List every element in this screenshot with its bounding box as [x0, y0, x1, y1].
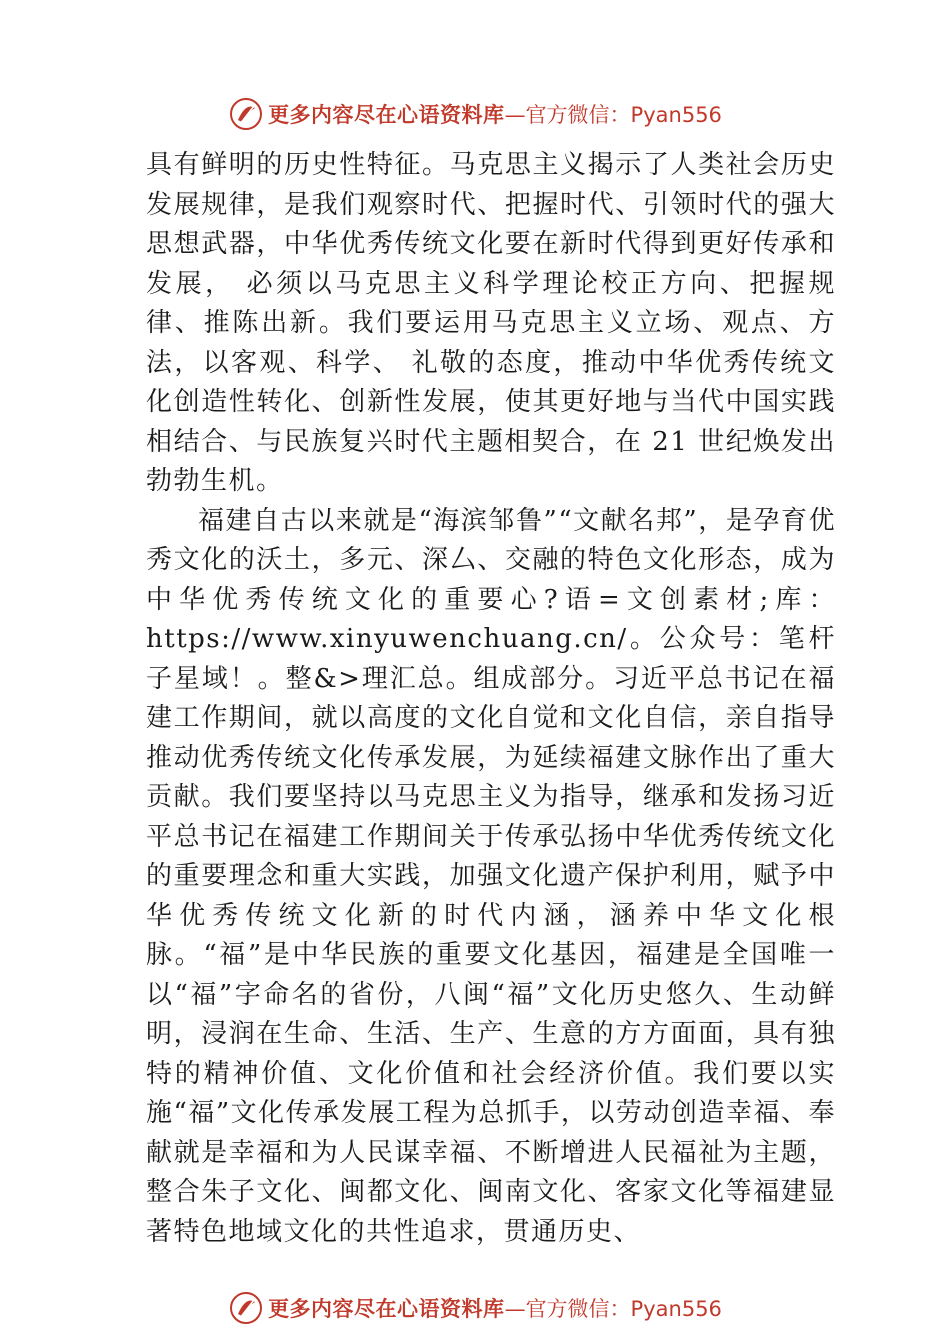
logo-icon [228, 96, 264, 132]
logo-icon [228, 1290, 264, 1326]
document-body [146, 146, 836, 1252]
header-banner [0, 94, 950, 134]
footer-banner [0, 1288, 950, 1328]
header-banner-text: 更多内容尽在心语资料库 [268, 103, 505, 127]
paragraph-1: 具有鲜明的历史性特征。马克思主义揭示了人类社会历史发展规律，是我们观察时代、把握时代、引领时代的强大思想武器，中华优秀传统文化要在新时代得到更好传承和发展， 必须以马克思主义科学理论校正方向、把握规律、推陈出新。我们要运用马克思主义立场、观点、方法，以客观、科学、 礼敬的态度，推动中华优秀传统文化创造性转化、创新性发展，使其更好地与当代中国实践相结合、与民族复兴时代主题相契合，在 21 世纪焕发出勃勃生机。 [146, 150, 836, 496]
footer-banner-text: 更多内容尽在心语资料库 [268, 1297, 505, 1321]
paragraph-2: 福建自古以来就是“海滨邹鲁”“文献名邦”，是孕育优秀文化的沃土，多元、深厶、交融的特色文化形态，成为中华优秀传统文化的重要心?语=文创素材;库：https://www.xinyuwenchuang.cn/。公众号：笔杆子星域！。整&>理汇总。组成部分。习近平总书记在福建工作期间，就以高度的文化自觉和文化自信，亲自指导推动优秀传统文化传承发展，为延续福建文脉作出了重大贡献。我们要坚持以马克思主义为指导，继承和发扬习近平总书记在福建工作期间关于传承弘扬中华优秀传统文化的重要理念和重大实践，加强文化遗产保护利用，赋予中华优秀传统文化新的时代内涵，涵养中华文化根脉。“福”是中华民族的重要文化基因，福建是全国唯一以“福”字命名的省份，八闽“福”文化历史悠久、生动鲜明，浸润在生命、生活、生产、生意的方方面面，具有独特的精神价值、文化价值和社会经济价值。我们要以实施“福”文化传承发展工程为总抓手，以劳动创造幸福、奉献就是幸福和为人民谋幸福、不断增进人民福祉为主题，整合朱子文化、闽都文化、闽南文化、客家文化等福建显著特色地域文化的共性追求，贯通历史、 [146, 505, 836, 1247]
footer-banner-wechat: —官方微信：Pyan556 [504, 1297, 722, 1321]
header-banner-wechat: —官方微信：Pyan556 [504, 103, 722, 127]
